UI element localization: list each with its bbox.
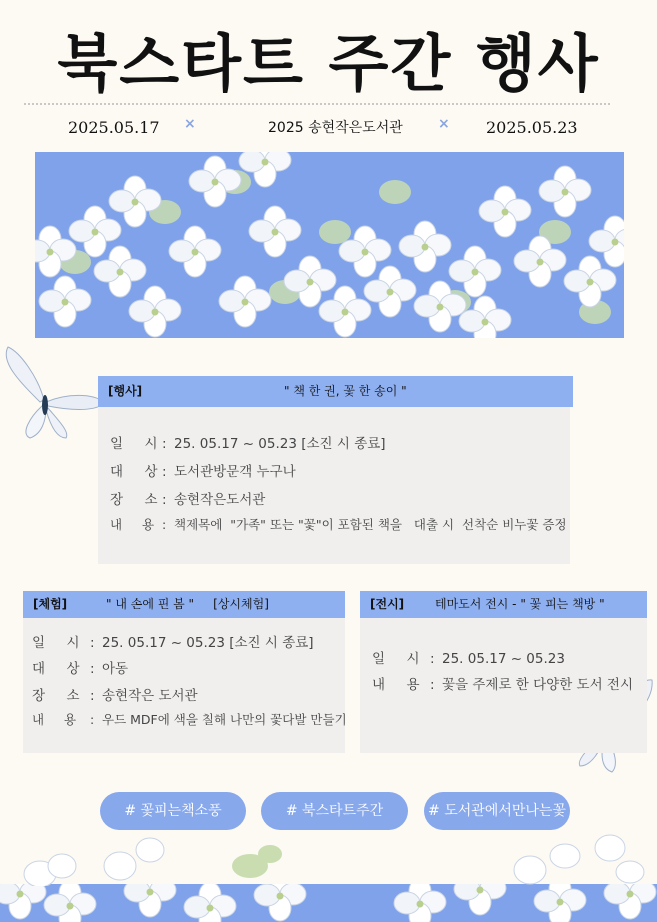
experience-row-content: 내 용 : 우드 MDF에 색을 칠해 나만의 꽃다발 만들기 <box>32 712 347 727</box>
experience-row-target: 대 상 : 아동 <box>32 661 129 677</box>
exhibit-card-header <box>360 591 647 618</box>
event-tag: [행사] <box>108 384 143 398</box>
event-card <box>98 376 570 564</box>
event-title: " 책 한 권, 꽃 한 송이 " <box>284 384 407 398</box>
experience-tag: [체험] <box>33 597 68 611</box>
experience-row-date: 일 시 : 25. 05.17 ~ 05.23 [소진 시 종료] <box>32 635 314 651</box>
start-date: 2025.05.17 <box>68 118 160 137</box>
hashtag-button[interactable]: # 북스타트주간 <box>261 792 408 830</box>
venue-label: 2025 송현작은도서관 <box>268 120 403 136</box>
exhibit-row-content: 내 용 : 꽃을 주제로 한 다양한 도서 전시 <box>372 677 633 693</box>
hashtag-button[interactable]: # 꽃피는책소풍 <box>100 792 246 830</box>
flower-border-illustration <box>0 826 657 886</box>
bottom-flower-band <box>0 884 657 922</box>
exhibit-tag: [전시] <box>370 597 405 611</box>
hashtag-button[interactable]: # 도서관에서만나는꽃 <box>424 792 570 830</box>
flower-illustration <box>35 152 624 338</box>
event-card-header <box>98 376 573 407</box>
event-row-content: 내 용 : 책제목에 "가족" 또는 "꽃"이 포함된 책을 대출 시 선착순 비누꽃 증정 <box>110 517 567 532</box>
x-mark-icon: × <box>438 116 450 132</box>
exhibit-card <box>360 591 647 753</box>
exhibit-title: 테마도서 전시 - " 꽃 피는 책방 " <box>435 597 605 611</box>
flower-illustration <box>0 884 657 922</box>
experience-row-place: 장 소 : 송현작은 도서관 <box>32 688 198 704</box>
exhibit-row-date: 일 시 : 25. 05.17 ~ 05.23 <box>372 651 565 667</box>
end-date: 2025.05.23 <box>486 118 578 137</box>
page-title: 북스타트 주간 행사 <box>57 27 600 100</box>
event-row-place: 장 소 : 송현작은도서관 <box>110 492 266 508</box>
event-row-date: 일 시 : 25. 05.17 ~ 05.23 [소진 시 종료] <box>110 436 386 452</box>
flower-banner <box>35 152 624 338</box>
experience-card <box>23 591 345 753</box>
experience-card-header <box>23 591 345 618</box>
experience-title: " 내 손에 핀 봄 " [상시체험] <box>106 597 269 611</box>
butterfly-icon <box>0 342 108 442</box>
divider <box>24 103 610 105</box>
x-mark-icon: × <box>184 116 196 132</box>
event-row-target: 대 상 : 도서관방문객 누구나 <box>110 464 296 480</box>
